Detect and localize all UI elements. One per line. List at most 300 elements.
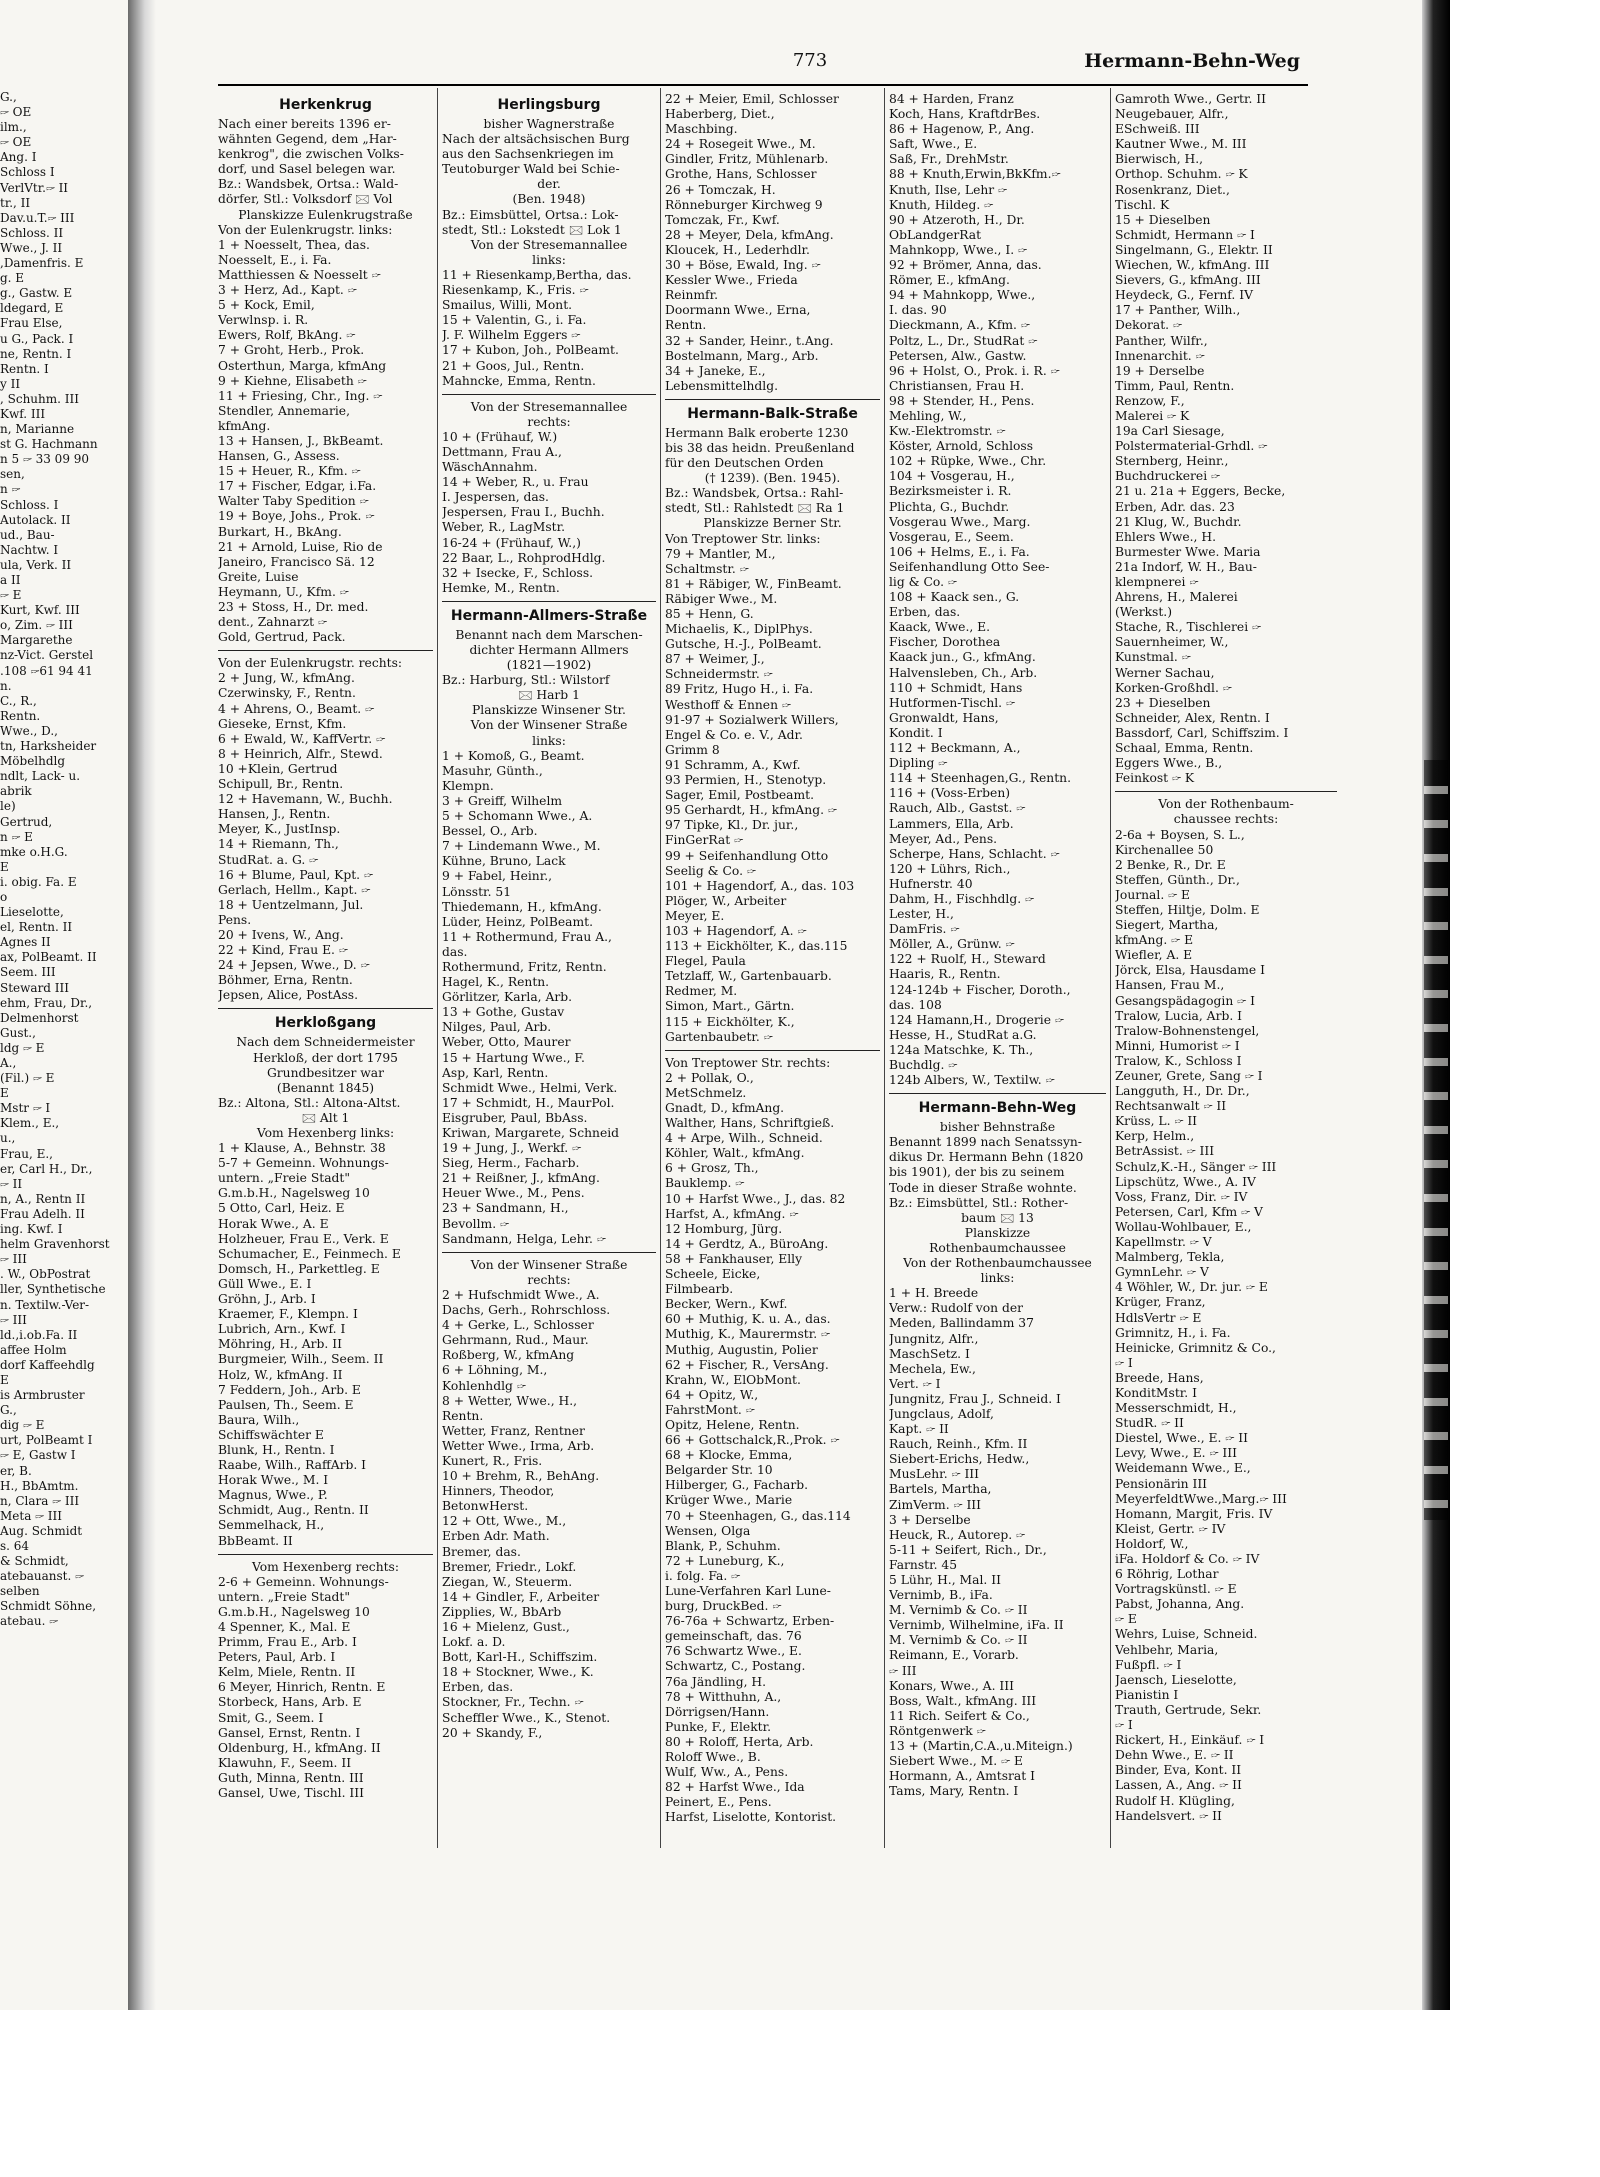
directory-entry: 23 + Sandmann, H., [442,1201,569,1216]
directory-entry: Maschbing. [665,122,738,137]
directory-entry: 99 + Seifenhandlung Otto [665,848,829,863]
directory-entry: Siegert, Martha, [1115,918,1219,933]
directory-entry: klempnerei 🖙 [1115,575,1199,589]
section-rule [442,1252,656,1253]
facing-page-line: atebau. 🖙 [0,1614,59,1629]
facing-page-line: Möbelhdlg [0,754,66,769]
facing-page-line: 🖙 III [0,1252,27,1267]
directory-entry: BetonwHerst. [442,1499,529,1514]
directory-entry: Hermann Balk eroberte 1230 [665,425,849,440]
directory-entry: Tralow-Bohnenstengel, [1115,1023,1260,1038]
directory-entry: Erben Adr. Math. [442,1529,550,1544]
directory-entry: Homann, Margit, Fris. IV [1115,1506,1273,1521]
directory-entry: Verw.: Rudolf von der [889,1301,1023,1316]
directory-entry: M. Vernimb & Co. 🖙 II [889,1633,1028,1648]
directory-entry: Fußpfl. 🖙 I [1115,1657,1182,1672]
directory-column-3 [665,92,880,1892]
directory-entry: Belgarder Str. 10 [665,1463,773,1478]
directory-entry: iFa. Holdorf & Co. 🖙 IV [1115,1552,1260,1566]
directory-entry: 114 + Steenhagen,G., Rentn. [889,771,1071,786]
street-heading: Herlingsburg [497,97,601,113]
directory-entry: Halvensleben, Ch., Arb. [889,665,1038,680]
street-note: Planskizze [964,1225,1031,1240]
directory-entry: Wollau-Wohlbauer, E., [1115,1219,1252,1234]
street-note: Planskizze Winsener Str. [472,703,626,718]
directory-entry: Vehlbehr, Maria, [1115,1642,1219,1657]
directory-entry: 82 + Harfst Wwe., Ida [665,1780,805,1795]
directory-entry: stedt, Stl.: Rahlstedt 🖂 Ra 1 [665,501,845,516]
street-note: Planskizze Eulenkrugstraße [238,207,413,222]
directory-entry: BetrAssist. 🖙 III [1115,1144,1215,1159]
directory-entry: Krahn, W., ElObMont. [665,1372,801,1387]
facing-page-line: Wwe., J. II [0,240,63,255]
section-rule [665,399,880,400]
directory-entry: Peinert, E., Pens. [665,1795,772,1810]
directory-entry: Schaal, Emma, Rentn. [1115,741,1254,756]
directory-entry: Schiffswächter E [218,1427,324,1442]
directory-entry: Jespersen, Frau I., Buchh. [442,505,605,520]
directory-entry: Bz.: Wandsbek, Ortsa.: Rahl- [665,486,844,501]
directory-entry: Schmidt, Hermann 🖙 I [1115,227,1255,242]
directory-entry: Flegel, Paula [665,954,746,969]
directory-entry: Grimm 8 [665,742,720,757]
facing-page-line: Agnes II [0,935,51,950]
facing-page-line: dorf Kaffeehdlg [0,1357,95,1372]
directory-entry: 3 + Herz, Ad., Kapt. 🖙 [218,283,357,298]
directory-entry: FahrstMont. 🖙 [665,1402,755,1417]
directory-entry: Kühne, Bruno, Lack [442,854,566,869]
directory-entry: Rudolf H. Klügling, [1115,1793,1235,1808]
directory-entry: Sternberg, Heinr., [1115,454,1229,469]
directory-entry: Opitz, Helene, Rentn. [665,1417,800,1432]
directory-entry: Timm, Paul, Rentn. [1115,378,1235,393]
directory-entry: 19 + Jung, J., Werkf. 🖙 [442,1141,582,1156]
directory-entry: Tetzlaff, W., Gartenbauarb. [665,969,832,984]
directory-entry: Lammers, Ella, Arb. [889,816,1014,831]
facing-page-line: y II [0,376,21,391]
directory-entry: 4 + Gerke, L., Schlosser [442,1318,594,1333]
facing-page-line: n. [0,678,12,693]
directory-entry: Rothermund, Fritz, Rentn. [442,959,607,974]
directory-entry: wähnten Gegend, dem „Har- [218,132,397,147]
directory-entry: 110 + Schmidt, Hans [889,680,1023,695]
directory-entry: Lokf. a. D. [442,1635,506,1650]
directory-entry: Burgmeier, Wilh., Seem. II [218,1352,384,1367]
facing-page-line: g., Gastw. E [0,286,73,301]
directory-entry: Saft, Wwe., E. [889,137,978,152]
directory-entry: DamFris. 🖙 [889,922,960,937]
directory-entry: Hinners, Theodor, [442,1484,555,1499]
directory-entry: Kapt. 🖙 II [889,1422,949,1437]
directory-entry: Vernimb, B., iFa. [889,1588,993,1603]
directory-entry: Roloff Wwe., B. [665,1750,761,1765]
directory-entry: 124a Matschke, K. Th., [889,1042,1034,1057]
directory-entry: Stendler, Annemarie, [218,403,350,418]
directory-entry: 84 + Harden, Franz [889,92,1014,106]
directory-column-2 [442,92,656,1892]
street-note: Planskizze Berner Str. [703,516,842,531]
directory-entry: Hansen, J., Rentn. [218,807,331,822]
directory-entry: Rauch, Alb., Gastst. 🖙 [889,801,1026,816]
directory-entry: Kirchenallee 50 [1115,842,1214,857]
directory-entry: dent., Zahnarzt 🖙 [218,615,328,630]
directory-entry: Primm, Frau E., Arb. I [218,1635,357,1650]
directory-entry: Hilberger, G., Facharb. [665,1478,809,1493]
directory-entry: Sandmann, Helga, Lehr. 🖙 [442,1231,606,1246]
directory-entry: Masuhr, Günth., [442,763,543,778]
directory-entry: Harfst, Liselotte, Kontorist. [665,1810,837,1825]
directory-entry: Pens. [218,912,252,927]
directory-entry: 11 + Rothermund, Frau A., [442,929,612,944]
street-heading: Hermann-Allmers-Straße [450,607,648,624]
directory-entry: Seelig & Co. 🖙 [665,863,756,878]
directory-entry: Schulz,K.-H., Sänger 🖙 III [1115,1159,1277,1174]
facing-page-line: nz-Vict. Gerstel [0,648,94,663]
directory-entry: Eisgruber, Paul, BbAss. [442,1110,588,1125]
directory-entry: Werner Sachau, [1115,665,1215,680]
directory-entry: Erben, Adr. das. 23 [1115,499,1235,514]
directory-entry: 17 + Panther, Wilh., [1115,303,1241,318]
directory-entry: Storbeck, Hans, Arb. E [218,1695,362,1710]
directory-entry: 3 + Derselbe [889,1512,971,1527]
directory-entry: Tams, Mary, Rentn. I [889,1784,1019,1799]
directory-entry: 88 + Knuth,Erwin,BkKfm.🖙 [889,167,1061,182]
facing-page-line: .108 🖙61 94 41 [0,663,93,678]
directory-entry: Gieseke, Ernst, Kfm. [218,716,347,731]
binding-margin [1424,760,1448,1520]
facing-page-line: selben [0,1584,40,1599]
directory-entry: 15 + Heuer, R., Kfm. 🖙 [218,464,361,479]
directory-entry: Haberberg, Diet., [665,107,775,122]
directory-entry: Gansel, Ernst, Rentn. I [218,1725,361,1740]
directory-entry: Kriwan, Margarete, Schneid [442,1126,620,1140]
directory-entry: Bevollm. 🖙 [442,1216,510,1231]
directory-entry: Bostelmann, Marg., Arb. [665,348,819,363]
directory-entry: für den Deutschen Orden [665,456,824,471]
directory-entry: 6 Meyer, Hinrich, Rentn. E [218,1680,386,1695]
directory-entry: 6 + Ewald, W., KaffVertr. 🖙 [218,731,386,746]
directory-entry: Bz.: Wandsbek, Ortsa.: Wald- [218,177,399,192]
directory-entry: 5-7 + Gemeinn. Wohnungs- [218,1156,389,1171]
directory-entry: Wehrs, Luise, Schneid. [1115,1627,1258,1642]
directory-entry: Hansen, Frau M., [1115,978,1225,993]
facing-page-strip [0,90,130,1890]
directory-entry: Neugebauer, Alfr., [1115,107,1229,122]
directory-entry: 15 + Valentin, G., i. Fa. [442,313,587,328]
facing-page-line: ud., Bau- [0,527,55,542]
street-note: Vom Hexenberg rechts: [251,1559,400,1574]
directory-entry: 19 + Derselbe [1115,363,1205,378]
directory-entry: Kaack jun., G., kfmAng. [889,650,1036,665]
directory-column-4 [889,92,1106,1892]
directory-entry: Ehlers Wwe., H. [1115,529,1217,544]
directory-entry: 70 + Steenhagen, G., das.114 [665,1508,851,1523]
directory-entry: Gutsche, H.-J., PolBeamt. [665,637,822,652]
directory-entry: Koch, Hans, KraftdrBes. [889,107,1041,122]
directory-entry: 2 Benke, R., Dr. E [1115,857,1226,872]
street-note: Vom Hexenberg links: [256,1126,395,1140]
directory-entry: Benannt 1899 nach Senatssyn- [889,1135,1082,1150]
directory-entry: Innenarchit. 🖙 [1115,348,1205,363]
directory-entry: 21 + Reißner, J., kfmAng. [442,1171,600,1186]
directory-entry: Saß, Fr., DrehMstr. [889,152,1009,167]
directory-entry: das. [442,944,468,959]
directory-entry: Blank, P., Schuhm. [665,1538,781,1553]
directory-entry: Fischer, Dorothea [889,635,1001,650]
directory-entry: Jörck, Elsa, Hausdame I [1115,963,1265,978]
directory-entry: 9 + Fabel, Heinr., [442,869,553,884]
directory-entry: Dehn Wwe., E. 🖙 II [1115,1748,1234,1763]
directory-entry: Gehrmann, Rud., Maur. [442,1333,589,1348]
directory-entry: i. folg. Fa. 🖙 [665,1568,741,1583]
directory-entry: untern. „Freie Stadt" [218,1171,351,1186]
directory-entry: Vernimb, Wilhelmine, iFa. II [889,1618,1064,1633]
directory-entry: 13 + (Martin,C.A.,u.Miteign.) [889,1739,1073,1754]
facing-page-line: Rentn. [0,708,41,723]
directory-entry: 102 + Rüpke, Wwe., Chr. [889,454,1047,469]
facing-page-line: abrik [0,784,32,799]
street-note: (1821—1902) [506,658,592,673]
facing-page-line: Frau, E., [0,1146,53,1161]
directory-entry: Levy, Wwe., E. 🖙 III [1115,1446,1237,1461]
directory-entry: 94 + Mahnkopp, Wwe., [889,288,1036,303]
directory-entry: 14 + Gindler, F., Arbeiter [442,1589,600,1604]
directory-entry: Dörrigsen/Hann. [665,1704,770,1719]
directory-entry: 108 + Kaack sen., G. [889,590,1020,605]
directory-entry: dörfer, Stl.: Volksdorf 🖂 Vol [218,192,393,207]
directory-entry: Peters, Paul, Arb. I [218,1650,336,1665]
directory-entry: MaschSetz. I [889,1346,970,1361]
directory-entry: Nilges, Paul, Arb. [442,1020,552,1035]
facing-page-line: s. 64 [0,1539,30,1553]
directory-entry: Trauth, Gertrude, Sekr. [1115,1702,1262,1717]
directory-entry: Tomczak, Fr., Kwf. [665,212,780,227]
directory-entry: Nach der altsächsischen Burg [442,132,630,147]
directory-entry: Bremer, Friedr., Lokf. [442,1559,577,1574]
facing-page-line: o [0,889,8,904]
directory-entry: Handelsvert. 🖙 II [1115,1808,1222,1823]
facing-page-line: Gertrud, [0,814,53,829]
directory-entry: 17 + Fischer, Edgar, i.Fa. [218,479,377,494]
directory-entry: 22 + Kind, Frau E. 🖙 [218,943,348,958]
street-note: Von der Winsener Straße [470,718,628,733]
facing-page-line: n 🖙 E [0,829,33,844]
column-divider [1110,88,1111,1848]
directory-entry: Von der Eulenkrugstr. links: [218,222,393,237]
directory-entry: Lüder, Heinz, PolBeamt. [442,914,593,929]
directory-entry: aus den Sachsenkriegen im [442,147,614,162]
directory-entry: das. 108 [889,997,942,1012]
facing-page-line: H., BbAmtm. [0,1478,79,1493]
street-note: links: [980,1271,1015,1286]
book-gutter [128,0,156,2010]
facing-page-line: n. Textilw.-Ver- [0,1297,90,1312]
directory-entry: 85 + Henn, G. [665,607,754,621]
directory-entry: Kerp, Helm., [1115,1129,1195,1144]
directory-entry: Redmer, M. [665,984,738,999]
street-note: links: [532,252,566,267]
directory-entry: Malmberg, Tekla, [1115,1250,1225,1265]
directory-entry: Siebert-Erichs, Hedw., [889,1452,1030,1467]
directory-entry: Jungnitz, Frau J., Schneid. I [889,1391,1061,1406]
directory-entry: Kunert, R., Fris. [442,1453,543,1468]
directory-entry: Von Treptower Str. rechts: [665,1055,831,1070]
directory-entry: Binder, Eva, Kont. II [1115,1763,1242,1778]
directory-entry: Hufnerstr. 40 [889,876,973,891]
directory-entry: Bauklemp. 🖙 [665,1176,745,1191]
directory-entry: 3 + Greiff, Wilhelm [442,793,563,808]
directory-entry: Kraemer, F., Klempn. I [218,1307,358,1322]
directory-entry: kfmAng. 🖙 E [1115,933,1194,948]
section-rule [1115,791,1337,792]
facing-page-line: 🖙 OE [0,135,32,150]
street-note: dichter Hermann Allmers [469,643,629,657]
facing-page-line: el, Rentn. II [0,920,73,935]
directory-entry: Heuer Wwe., M., Pens. [442,1186,585,1201]
facing-page-line: Klem., E., [0,1116,60,1131]
street-note: Benannt nach dem Marschen- [455,627,643,642]
facing-page-line: tn, Harksheider [0,739,97,754]
directory-entry: Korken-Großhdl. 🖙 [1115,680,1232,695]
street-note: (Benannt 1845) [276,1080,375,1095]
directory-entry: 1 + Klause, A., Behnstr. 38 [218,1141,386,1156]
directory-entry: Harfst, A., kfmAng. 🖙 [665,1206,799,1221]
street-note: Von der Stresemannallee [470,237,628,252]
directory-entry: 124-124b + Fischer, Doroth., [889,982,1071,997]
facing-page-line: 🖙 OE [0,105,32,120]
directory-entry: Dekorat. 🖙 [1115,318,1182,333]
directory-entry: Reinmfr. [665,288,719,303]
directory-entry: 5 Otto, Carl, Heiz. E [218,1201,345,1216]
directory-entry: Meyer, E. [665,908,725,923]
facing-page-line: Steward III [0,980,70,995]
directory-entry: Hutformen-Tischl. 🖙 [889,695,1016,710]
street-note: 🖂 Harb 1 [518,688,580,703]
facing-page-line: E [0,1086,9,1101]
directory-entry: Sauernheimer, W., [1115,635,1229,650]
directory-entry: Michaelis, K., DiplPhys. [665,622,813,637]
directory-entry: Gartenbaubetr. 🖙 [665,1029,773,1044]
directory-entry: Tralow, K., Schloss I [1115,1053,1242,1068]
directory-entry: Muthig, Augustin, Polier [665,1342,818,1357]
directory-entry: 21 Klug, W., Buchdr. [1115,514,1242,529]
directory-entry: Rönneburger Kirchweg 9 [665,197,823,212]
directory-entry: Journal. 🖙 E [1115,887,1191,902]
facing-page-line: n, Clara 🖙 III [0,1493,80,1508]
directory-entry: Walther, Hans, Schriftgieß. [665,1116,835,1131]
facing-page-line: Aug. Schmidt [0,1523,83,1538]
directory-entry: Wulf, Ww., A., Pens. [665,1765,789,1780]
directory-entry: Rentn. [442,1408,484,1423]
directory-entry: 6 + Löhning, M., [442,1363,548,1378]
directory-entry: Raabe, Wilh., RaffArb. I [218,1458,367,1473]
facing-page-line: ehm, Frau, Dr., [0,995,93,1010]
directory-entry: Weidemann Wwe., E., [1115,1461,1251,1476]
directory-entry: 5 + Kock, Emil, [218,298,315,313]
directory-entry: 103 + Hagendorf, A. 🖙 [665,923,807,938]
directory-entry: Zeuner, Grete, Sang 🖙 I [1115,1069,1263,1083]
directory-entry: 16 + Blume, Paul, Kpt. 🖙 [218,867,373,882]
directory-entry: 76-76a + Schwartz, Erben- [665,1614,835,1629]
directory-entry: Nach einer bereits 1396 er- [218,117,391,131]
directory-entry: Roßberg, W., kfmAng [442,1348,575,1363]
directory-entry: 7 Feddern, Joh., Arb. E [218,1382,361,1397]
facing-page-line: ilm., [0,120,27,135]
directory-entry: Klawuhn, F., Seem. II [218,1755,352,1770]
directory-entry: Janeiro, Francisco Sä. 12 [218,554,375,569]
directory-entry: 20 + Ivens, W., Ang. [218,927,344,942]
directory-entry: 112 + Beckmann, A., [889,741,1021,756]
directory-column-5 [1115,92,1337,1892]
directory-entry: Knuth, Hildeg. 🖙 [889,197,994,212]
facing-page-line: Ang. I [0,150,37,165]
directory-entry: Bz.: Eimsbüttel, Ortsa.: Lok- [442,207,619,222]
directory-entry: 16-24 + (Frühauf, W.,) [442,535,581,550]
directory-entry: Paulsen, Th., Seem. E [218,1397,354,1412]
directory-entry: Kleist, Gertr. 🖙 IV [1115,1521,1226,1536]
directory-entry: Horak Wwe., M. I [218,1473,329,1488]
facing-page-line: Rentn. I [0,361,49,376]
directory-entry: Grimnitz, H., i. Fa. [1115,1325,1231,1340]
directory-entry: 11 Rich. Seifert & Co., [889,1708,1030,1723]
directory-entry: Tode in dieser Straße wohnte. [889,1180,1077,1195]
facing-page-line: n 🖙 [0,482,21,497]
directory-entry: Blunk, H., Rentn. I [218,1442,335,1457]
directory-entry: 🖙 I [1115,1355,1133,1370]
directory-entry: M. Vernimb & Co. 🖙 II [889,1603,1028,1618]
directory-entry: Holz, W., kfmAng. II [218,1367,343,1382]
street-heading: Herkloßgang [274,1015,377,1032]
street-note: Von der Winsener Straße [470,1257,628,1272]
facing-page-line: Dav.u.T.🖙 III [0,210,75,225]
directory-entry: Smit, G., Seem. I [218,1710,324,1725]
facing-page-line: is Armbruster [0,1388,85,1403]
directory-entry: Schaltmstr. 🖙 [665,561,749,576]
directory-entry: 97 Tipke, Kl., Dr. jur., [665,818,799,833]
directory-entry: 72 + Luneburg, K., [665,1553,785,1568]
directory-entry: Punke, F., Elektr. [665,1719,772,1734]
directory-entry: Reimann, E., Vorarb. [889,1648,1019,1663]
section-rule [218,650,433,651]
directory-entry: Bessel, O., Arb. [442,824,538,839]
directory-entry: 6 + Grosz, Th., [665,1161,759,1176]
directory-entry: Lester, H., [889,907,954,922]
facing-page-line: ldg 🖙 E [0,1040,45,1055]
street-note: Herkloß, der dort 1795 [253,1050,398,1065]
directory-entry: Langguth, H., Dr. Dr., [1115,1084,1250,1099]
facing-page-line: n, Marianne [0,422,75,437]
directory-entry: Heuck, R., Autorep. 🖙 [889,1527,1026,1542]
section-rule [442,394,656,395]
directory-entry: Görlitzer, Karla, Arb. [442,990,573,1005]
facing-page-line: Schloss I [0,165,55,180]
directory-entry: Petersen, Alw., Gastw. [889,348,1027,363]
directory-entry: 10 + Brehm, R., BehAng. [442,1469,600,1484]
directory-entry: Sieg, Herm., Facharb. [442,1156,580,1171]
directory-entry: Scheffler Wwe., K., Stenot. [442,1710,611,1725]
directory-entry: 🖙 III [889,1663,917,1678]
directory-entry: 12 + Ott, Wwe., M., [442,1514,567,1529]
directory-entry: 22 Baar, L., RohprodHdlg. [442,550,606,565]
directory-entry: Eggers Wwe., B., [1115,756,1223,771]
directory-entry: 5 Lühr, H., Mal. II [889,1573,1001,1587]
facing-page-line: Schmidt Söhne, [0,1599,97,1614]
directory-entry: Orthop. Schuhm. 🖙 K [1115,167,1248,182]
directory-entry: 2 + Pollak, O., [665,1070,754,1085]
directory-entry: Bott, Karl-H., Schiffszim. [442,1650,598,1665]
directory-entry: Buchdlg. 🖙 [889,1058,958,1072]
facing-page-line: Meta 🖙 III [0,1508,63,1523]
